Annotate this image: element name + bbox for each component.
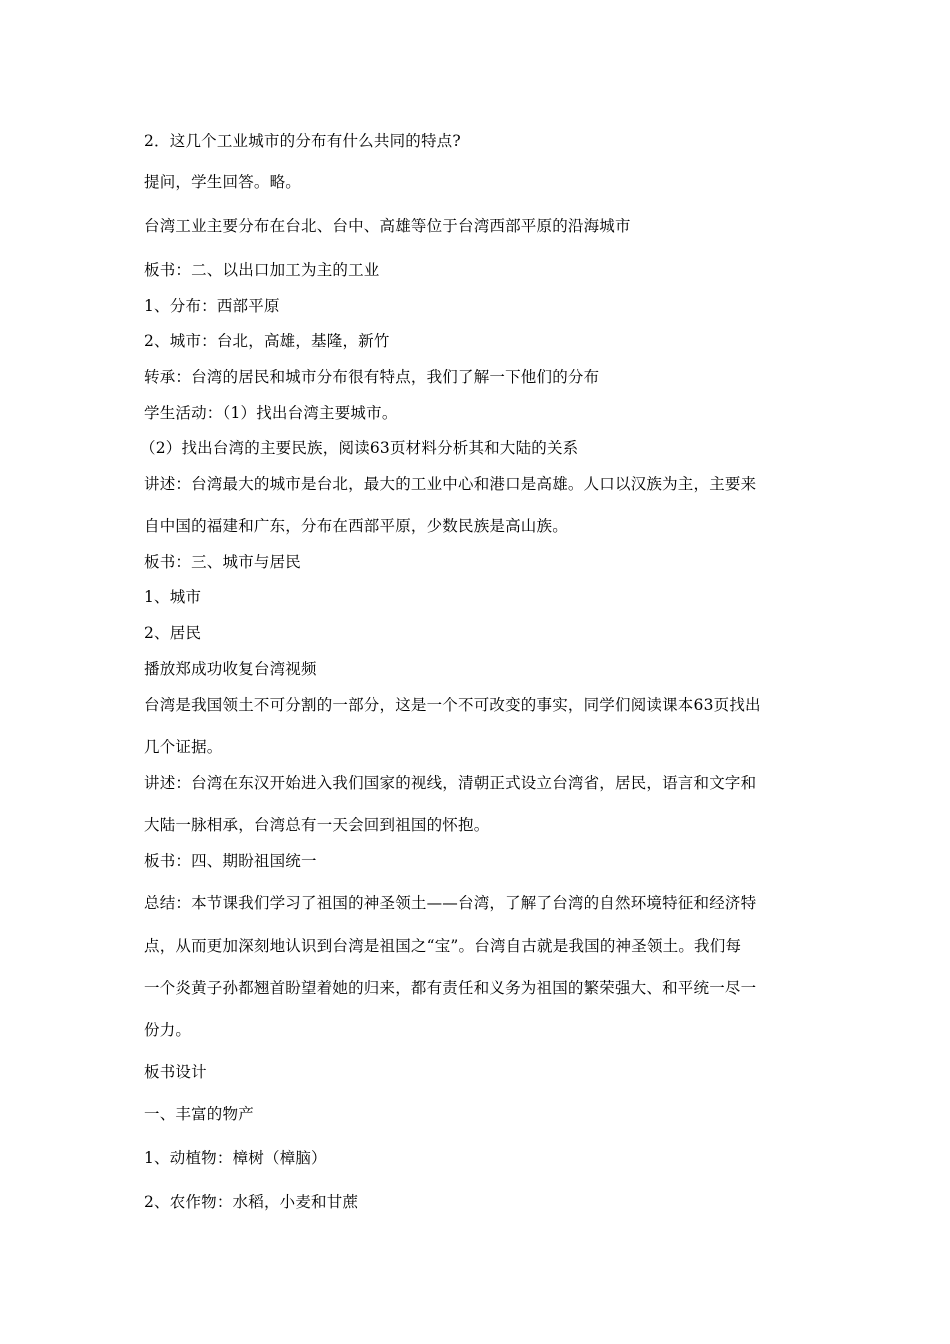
text-line: 转承：台湾的居民和城市分布很有特点，我们了解一下他们的分布	[144, 368, 600, 386]
text-line: 板书：二、以出口加工为主的工业	[144, 261, 380, 279]
text-line: 几个证据。	[144, 738, 223, 756]
text-line: 2、城市：台北，高雄，基隆，新竹	[144, 332, 390, 350]
text-line: 台湾是我国领土不可分割的一部分，这是一个不可改变的事实，同学们阅读课本63页找出	[144, 696, 761, 714]
text-line: 台湾工业主要分布在台北、台中、高雄等位于台湾西部平原的沿海城市	[144, 217, 631, 235]
text-line: 学生活动：（1）找出台湾主要城市。	[144, 404, 398, 422]
text-line: 板书：三、城市与居民	[144, 553, 302, 571]
text-line: 2、农作物：水稻，小麦和甘蔗	[144, 1193, 359, 1211]
text-line: 一个炎黄子孙都翘首盼望着她的归来，都有责任和义务为祖国的繁荣强大、和平统一尽一	[144, 979, 757, 997]
text-line: 点，从而更加深刻地认识到台湾是祖国之“宝”。台湾自古就是我国的神圣领土。我们每	[144, 937, 742, 955]
text-line: 一、丰富的物产	[144, 1105, 254, 1123]
text-line: 1、分布：西部平原	[144, 297, 280, 315]
text-line: 份力。	[144, 1021, 192, 1039]
text-line: 大陆一脉相承，台湾总有一天会回到祖国的怀抱。	[144, 816, 490, 834]
text-line: 1、动植物：樟树（樟脑）	[144, 1149, 327, 1167]
text-line: 1、城市	[144, 588, 202, 606]
text-line: 2、居民	[144, 624, 202, 642]
text-line: 板书设计	[144, 1063, 207, 1081]
text-line: 讲述：台湾最大的城市是台北，最大的工业中心和港口是高雄。人口以汉族为主，主要来	[144, 475, 757, 493]
text-line: 总结：本节课我们学习了祖国的神圣领土——台湾，了解了台湾的自然环境特征和经济特	[144, 894, 757, 912]
text-line: 讲述：台湾在东汉开始进入我们国家的视线，清朝正式设立台湾省，居民，语言和文字和	[144, 774, 757, 792]
text-line: 自中国的福建和广东，分布在西部平原，少数民族是高山族。	[144, 517, 568, 535]
text-line: 2．这几个工业城市的分布有什么共同的特点?	[144, 132, 461, 150]
text-line: 播放郑成功收复台湾视频	[144, 660, 317, 678]
text-line: （2）找出台湾的主要民族，阅读63页材料分析其和大陆的关系	[140, 439, 579, 457]
text-line: 板书：四、期盼祖国统一	[144, 852, 317, 870]
text-line: 提问，学生回答。略。	[144, 173, 302, 191]
